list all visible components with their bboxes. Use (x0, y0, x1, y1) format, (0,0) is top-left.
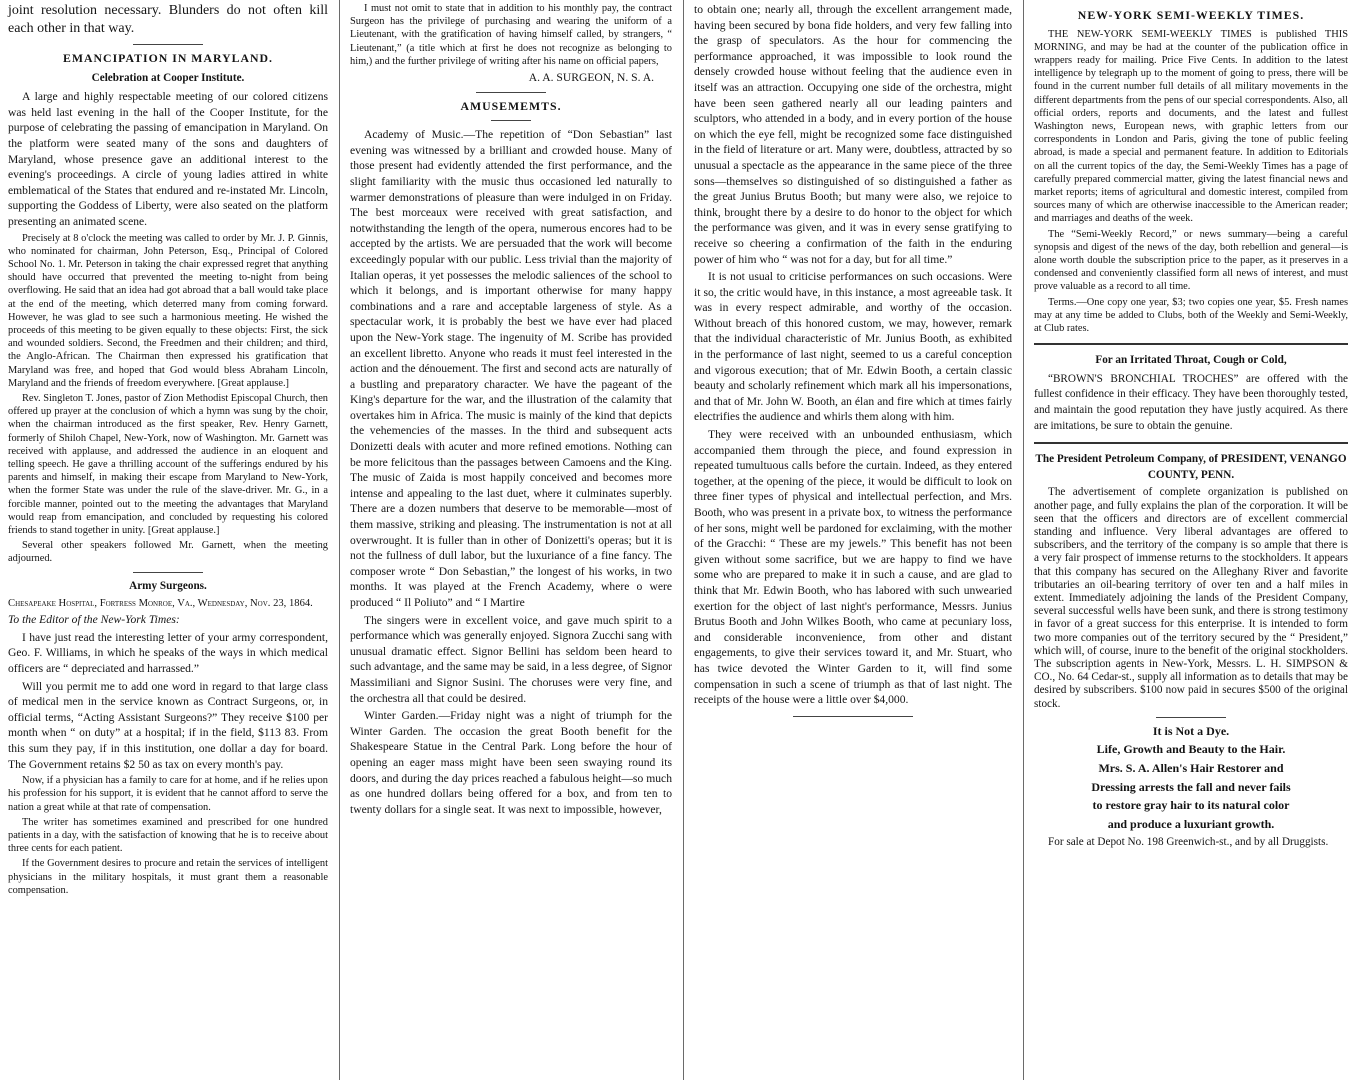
divider (1156, 717, 1226, 718)
salutation: To the Editor of the New-York Times: (8, 613, 180, 627)
divider (1034, 343, 1348, 345)
paragraph: It is not usual to criticise performances on such occasions. Were it so, the critic would have, in this instance, a most agreeable task. It was in every respect admirable, and worthy of the occasion. Without breach of this honored custom, we may, however, remark that the individual characteristic of Mr. Junius Booth, as exhibited in the performance of last night, seemed to us a careful conception and vigorous execution; that of Mr. Edwin Booth, a certain classic beauty and scholarly refinement which mark all his impersonations, and that of Mr. John W. Booth, an élan and fire which at times fairly electrifies the audience and whirls them along with him. (694, 270, 1012, 424)
paragraph: They were received with an unbounded enthusiasm, which accompanied them through the piece, and found expression in repeated tumultuous calls before the curtain. Indeed, as they entered together, at the opening of the piece, it would be difficult to look on three finer types of physical and intellectual perfection, and Mrs. Booth, who was present in a private box, to witness the performance of her sons, might well be pardoned for exclaiming, with the mother of the Gracchi: “ These are my jewels.” This benefit has not been given without some sacrifice, but we are happy to find we have some who are prepared to make it in such a cause, and are glad to think that Mr. Edwin Booth, who has labored with such unwearied exertion for the object of last night's performance, Messrs. Junius Brutus Booth and John Wilkes Booth, who came at pecuniary loss, and considerable inconvenience, from other and distant engagements, to give their services toward it, and Mr. Stuart, who has twice devoted the Winter Garden to it, will find some compensation in such a scene of triumph as that of last night. The receipts of the house were a little over $4,000. (694, 428, 1012, 707)
paragraph: Several other speakers followed Mr. Garnett, when the meeting adjourned. (8, 540, 328, 565)
section-heading: NEW-YORK SEMI-WEEKLY TIMES. (1077, 8, 1305, 22)
paragraph: The writer has sometimes examined and prescribed for one hundred patients in a day, with the satisfaction of knowing that he is to receive about three cents for each patient. (8, 816, 328, 855)
ad-title: For an Irritated Throat, Cough or Cold, (1095, 354, 1287, 367)
paragraph: Precisely at 8 o'clock the meeting was called to order by Mr. J. P. Ginnis, who nominated for chairman, John Peterson, Esq., Principal of Colored School No. 1. Mr. Peterson in taking the chair expressed regret that anything should have occurred that prevented the meeting to-night from being overflowing. He said that an idea had got abroad that a ball would take place at the end of the meeting, which deterred many from coming forward. However, he was glad to see such a harmonious meeting. He wished the proceeds of this meeting to be given equally to these objects: First, the sick and wounded soldiers. Second, the Freedmen and their children; and third, the Anglo-African. The Chairman then expressed his gratification that Maryland was free, and hoped that God would bless Abraham Lincoln, Maryland and the friends of freedom everywhere. [Great applause.] (8, 232, 328, 389)
article-subheading: Celebration at Cooper Institute. (91, 71, 245, 84)
ad-line: Life, Growth and Beauty to the Hair. (1096, 742, 1286, 757)
advertisement-throat-troches (1034, 353, 1348, 434)
ad-title: The President Petroleum Company, of PRESIDENT, VENANGO COUNTY, PENN. (1035, 453, 1347, 481)
divider (793, 716, 913, 717)
article-heading: AMUSEMEMTS. (460, 98, 562, 113)
paragraph: Rev. Singleton T. Jones, pastor of Zion Methodist Episcopal Church, then offered up prayer at the conclusion of which a hymn was sung by the choir, when the chairman introduced as the first speaker, Rev. Henry Garnett, formerly of Shiloh Chapel, New-York, now of Washington. Mr. Garnett was received with applause, and addressed the audience in an eloquent and telling speech. He gave a thrilling account of the sufferings endured by his parents and himself, in making their escape from Maryland to New-York, when the former State was under the rule of the slave-driver. Mr. G., in a forcible manner, pointed out to the meeting the advantages that Maryland would reap from emancipation, and concluded by requesting his colored friends to stand together in unity. [Great applause.] (8, 392, 329, 536)
paragraph: I have just read the interesting letter of your army correspondent, Geo. F. Williams, in which he speaks of the ways in which medical officers are “ depreciated and harrassed.” (8, 630, 328, 675)
ad-body: “BROWN'S BRONCHIAL TROCHES” are offered with the fullest confidence in their efficacy. They have been thoroughly tested, and maintain the good reputation they have justly acquired. As there are imitations, be sure to obtain the genuine. (1034, 372, 1348, 432)
advertisement-petroleum-company (1034, 452, 1348, 711)
paragraph: A large and highly respectable meeting of our colored citizens was held last evening in the hall of the Cooper Institute, for the purpose of celebrating the passing of emancipation in Maryland. On the platform were seated many of the sons and daughters of Maryland, whose presence gave an additional interest to the evening's proceedings. A circle of young ladies attired in white emblematical of the States that endured and re-instated Mr. Lincoln, supporting the Goddess of Liberty, were also seated on the platform presenting an animated scene. (8, 90, 328, 228)
column-rule (339, 0, 340, 1080)
paragraph: Now, if a physician has a family to care for at home, and if he relies upon his profession for his support, it is evident that he cannot afford to serve the nation a great while at that rate of compensation. (8, 775, 328, 813)
column-1 (0, 0, 336, 1080)
divider (133, 572, 203, 573)
ad-line: Mrs. S. A. Allen's Hair Restorer and (1098, 761, 1284, 776)
paragraph: I must not omit to state that in addition to his monthly pay, the contract Surgeon has the privilege of purchasing and wearing the uniform of a Lieutenant, with the gratification of having himself called, by strangers, “ Lieutenant,” (a title which at first he does not recognize as belonging to him,) and the further privilege of writing after his name on official papers, (350, 3, 672, 67)
paragraph: to obtain one; nearly all, through the excellent arrangement made, having been secured by bona fide holders, and very few falling into the grasp of speculators. As the hour for commencing the performance approached, it was impossible to look round the densely crowded house without feeling that the audience even in itself was an attraction. Occupying one side of the orchestra, might have been seen gathered nearly all our leading painters and sculptors, who attended in a body, and in every portion of the house on which the eye fell, might be recognized some face distinguished in the field of literature or art. Many were, doubtless, attracted by so unusual a spectacle as the appearance in the same piece of the three sons—themselves so distinguished of so distinguished a father as the great Junius Brutus Booth; but many were also, we rejoice to think, brought there by a desire to do honor to the object for which the performance was given, and it was in every sense gratifying to receive so cheering a confirmation of the faith in the enduring power of him who “ was not for a day, but for all time.” (694, 3, 1012, 266)
paragraph: If the Government desires to procure and retain the services of intelligent physicians in the military hospitals, it must grant them a reasonable compensation. (8, 858, 328, 896)
paragraph: THE NEW-YORK SEMI-WEEKLY TIMES is published THIS MORNING, and may be had at the counter of the publication office in wrappers ready for mailing. Price Five Cents. In addition to the latest intelligence by telegraph up to the moment of going to press, there will be found in the current number full details of all military movements in the different departments from the pens of our special correspondents. Also, all official orders, reports and documents, and the latest and fullest Washington news, European news, with graphic letters from our correspondents in London and Paris, giving the tone of public feeling abroad, is made a special and permanent feature. In addition to Editorials on all the current topics of the day, the Semi-Weekly Times has a page of carefully prepared commercial matter, giving the latest financial news and market reports; items of agricultural and domestic interest, compiled from sources many of which are otherwise inaccessible to the American reader; and marriages and deaths of the week. (1034, 28, 1348, 225)
divider (133, 44, 203, 45)
paragraph: Terms.—One copy one year, $3; two copies one year, $5. Fresh names may at any time be added to Clubs, both of the Weekly and Semi-Weekly, at Club rates. (1034, 296, 1348, 335)
ad-line: and produce a luxuriant growth. (1107, 816, 1275, 831)
ad-line: Dressing arrests the fall and never fails (1091, 779, 1291, 794)
article-heading: Army Surgeons. (129, 579, 207, 592)
column-rule (683, 0, 684, 1080)
column-3 (686, 0, 1020, 1080)
ad-line: to restore gray hair to its natural color (1092, 798, 1290, 813)
column-4 (1026, 0, 1356, 1080)
paragraph: The “Semi-Weekly Record,” or news summary—being a careful synopsis and digest of the news of the day, both rebellion and general—is alone worth double the subscription price to the paper, as it preserves in a condensed and conveniently classified form all news of interest, and must prove valuable as a record to all time. (1034, 228, 1348, 293)
signature: A. A. SURGEON, N. S. A. (528, 71, 654, 85)
ad-line: It is Not a Dye. (1152, 723, 1230, 738)
paragraph: Will you permit me to add one word in regard to that large class of medical men in the service known as Contract Surgeons, or, in official terms, “Acting Assistant Surgeons?” They receive $100 per month when “ on duty” at a hospital; if in the field, $113 83. From this sum they pay, if in this institution, one dollar a day for board. The Government retains $2 50 as tax on every month's pay. (8, 679, 328, 771)
column-rule (1023, 0, 1024, 1080)
paragraph: The singers were in excellent voice, and gave much spirit to a performance which was generally enjoyed. Signora Zucchi sang with unusual dramatic effect. Signor Bellini has seldom been heard to such advantage, and the same may be said, in a less degree, of Signor Massimiliani and Signor Susini. The choruses were very fine, and the orchestra all that could be desired. (350, 613, 672, 705)
divider (1034, 442, 1348, 444)
ad-footer: For sale at Depot No. 198 Greenwich-st., and by all Druggists. (1048, 836, 1329, 849)
divider (476, 92, 546, 93)
dateline: Chesapeake Hospital, Fortress Monroe, Va., Wednesday, Nov. 23, 1864. (8, 598, 313, 610)
intro-text: joint resolution necessary. Blunders do not often kill each other in that way. (8, 3, 328, 36)
advertisement-hair-restorer (1034, 724, 1348, 851)
paragraph: Winter Garden.—Friday night was a night of triumph for the Winter Garden. The occasion the great Booth benefit for the Shakespeare Statue in the Central Park. Long before the hour of opening an eager mass might have been seen swaying round its doors, and during the day prices reached a fabulous height—so much as one hundred dollars being offered for a box, and from ten to twenty dollars for a single seat. It was next to impossible, however, (350, 709, 672, 816)
divider (491, 120, 531, 121)
column-2 (342, 0, 680, 1080)
paragraph: Academy of Music.—The repetition of “Don Sebastian” last evening was witnessed by a brilliant and crowded house. Many of those present had evidently attended the first performance, and the slight familiarity with the music thus occasioned led naturally to warmer demonstrations of pleasure than were indulged in on Friday. The best morceaux were received with great satisfaction, and notwithstanding the length of the opera, numerous encores had to be accepted by the artists. We are persuaded that the work will become exceedingly popular with our public. Less trivial than the majority of Italian operas, it yet possesses the melodic saliences of the school to which it belongs, and is important otherwise for many happy combinations and a rare and acceptable largeness of style. As a spectacular work, it is probably the best we have ever had placed upon the New-York stage. The ingenuity of M. Scribe has provided an excellent libretto. Anyone who reads it must feel interested in the action and the dénouement. The first and second acts are naturally of a bustling and preparatory character. We have the pageant of the King's departure for the war, and the illustration of the calamity that overtakes him in Africa. The music is mainly of the kind that depicts the vehemencies of the masses. In the third and subsequent acts Donizetti deals with acuter and more refined emotions. Nothing can be more felicitous than the passages between Camoens and the King. The music of Zaida is most happily conceived and becomes more intense and appealing to the last duet, where it culminates superbly. There are a dozen numbers that deserve to be memorable—most of them massive, striking and pleasing. The instrumentation is not at all overwrought. It is fuller than in other of Donizetti's operas; but it is not the fullness of dull labor, but the luxuriance of a fine fancy. The composer wrote “ Don Sebastian,” the longest of his works, in two months. It was played at the French Academy, where o were produced “ Il Poliuto” and “ I Martire (350, 128, 672, 610)
article-heading: EMANCIPATION IN MARYLAND. (63, 51, 273, 65)
ad-body: The advertisement of complete organization is published on another page, and fully explains the plan of the corporation. It will be seen that the officers and directors are of excellent commercial standing and influence. Very liberal advantages are offered to subscribers, and the territory of the company is so ample that there is a very fair prospect of immense returns to the stockholders. It appears that this company has secured on the Alleghany River and favorite tributaries an oil-bearing territory of over ten and a half miles in extent. Immediately adjoining the lands of the President Company, several successful wells have been sunk, and there is strong testimony in favor of a great success for this enterprise. It is intended to form two more companies out of the territory secured by the “ President,” which will, of course, inure to the benefit of the original stockholders. The subscription agents in New-York, Messrs. L. H. SIMPSON & CO., No. 64 Cedar-st., supply all information as to details that may be desired by subscribers. $100 now paid in secures $500 of the original stock. (1034, 486, 1348, 710)
